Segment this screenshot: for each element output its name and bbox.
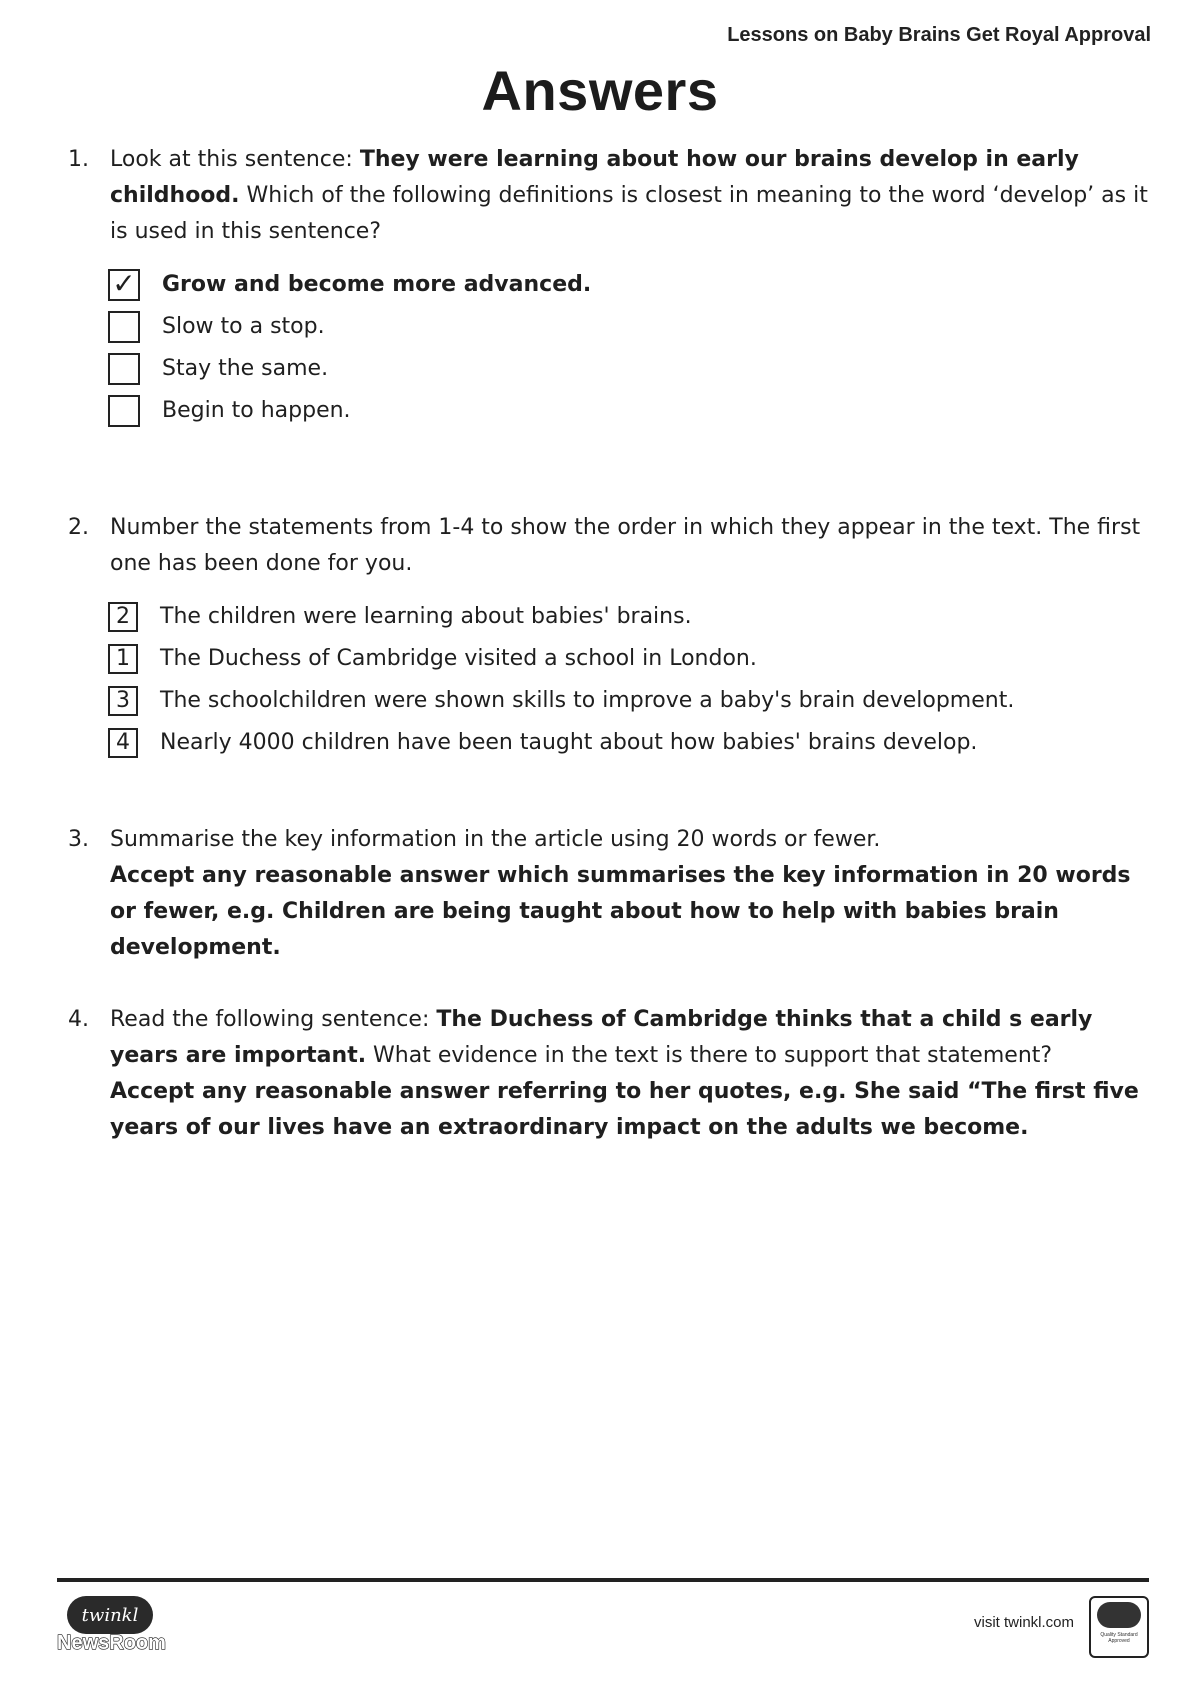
order-box[interactable]: 3 bbox=[108, 686, 138, 716]
footer-divider bbox=[57, 1578, 1149, 1582]
question-intro: Read the following sentence: bbox=[110, 1007, 437, 1032]
statement-item bbox=[108, 596, 1160, 638]
option-item bbox=[108, 348, 1160, 390]
option-text: Grow and become more advanced. bbox=[162, 272, 592, 297]
twinkl-newsroom-logo bbox=[57, 1596, 169, 1656]
badge-emblem bbox=[1097, 1602, 1141, 1628]
options-list bbox=[108, 264, 1160, 432]
statement-item bbox=[108, 638, 1160, 680]
question-number: 4. bbox=[68, 1007, 89, 1032]
question-text: Which of the following definitions is closest in meaning to the word ‘develop’ as it is used in this sentence? bbox=[110, 183, 1148, 244]
question-number: 1. bbox=[68, 147, 89, 172]
logo-cloud: twinkl bbox=[67, 1596, 153, 1634]
page-title: Answers bbox=[481, 59, 719, 122]
statement-text: Nearly 4000 children have been taught about how babies' brains develop. bbox=[160, 730, 978, 755]
option-text: Begin to happen. bbox=[162, 398, 351, 423]
question-text: Number the statements from 1-4 to show the order in which they appear in the text. The first one has been done for you. bbox=[110, 515, 1141, 576]
quality-badge-icon bbox=[1089, 1596, 1149, 1658]
option-item bbox=[108, 264, 1160, 306]
statement-text: The Duchess of Cambridge visited a school in London. bbox=[160, 646, 757, 671]
question-text: Summarise the key information in the article using 20 words or fewer. bbox=[110, 827, 881, 852]
answer-text: Accept any reasonable answer which summarises the key information in 20 words or fewer, e.g. Children are being taught about how to help with babies brain development. bbox=[110, 863, 1131, 960]
question-number: 3. bbox=[68, 827, 89, 852]
answer-checkbox[interactable] bbox=[108, 311, 140, 343]
answer-checkbox[interactable] bbox=[108, 353, 140, 385]
question-3 bbox=[68, 822, 1160, 966]
answer-checkbox[interactable] bbox=[108, 266, 140, 301]
statement-item bbox=[108, 722, 1160, 764]
option-text: Stay the same. bbox=[162, 356, 329, 381]
option-text: Slow to a stop. bbox=[162, 314, 325, 339]
checkmark-icon: ✓ bbox=[112, 266, 136, 300]
order-box[interactable]: 2 bbox=[108, 602, 138, 632]
answer-checkbox[interactable] bbox=[108, 395, 140, 427]
quoted-sentence: The Duchess of Cambridge thinks that a child s early years are important. bbox=[110, 1007, 1093, 1068]
logo-newsroom: NewsRoom bbox=[57, 1632, 166, 1654]
order-box[interactable]: 1 bbox=[108, 644, 138, 674]
answer-text: Accept any reasonable answer referring to her quotes, e.g. She said “The first five years of our lives have an extraordinary impact on the adults we become. bbox=[110, 1079, 1139, 1140]
question-text: What evidence in the text is there to support that statement? bbox=[366, 1043, 1053, 1068]
statement-item bbox=[108, 680, 1160, 722]
question-number: 2. bbox=[68, 515, 89, 540]
question-intro: Look at this sentence: bbox=[110, 147, 360, 172]
order-box[interactable]: 4 bbox=[108, 728, 138, 758]
statement-text: The children were learning about babies' brains. bbox=[160, 604, 692, 629]
statements-list bbox=[108, 596, 1160, 764]
question-1 bbox=[68, 142, 1160, 432]
quoted-sentence: They were learning about how our brains develop in early childhood. bbox=[110, 147, 1079, 208]
option-item bbox=[108, 306, 1160, 348]
worksheet-title: Lessons on Baby Brains Get Royal Approval bbox=[727, 24, 1151, 46]
badge-text: Quality Standard Approved bbox=[1100, 1632, 1138, 1644]
visit-link[interactable]: visit twinkl.com bbox=[973, 1614, 1074, 1631]
question-4 bbox=[68, 1002, 1160, 1146]
statement-text: The schoolchildren were shown skills to improve a baby's brain development. bbox=[160, 688, 1015, 713]
question-2 bbox=[68, 510, 1160, 764]
option-item bbox=[108, 390, 1160, 432]
